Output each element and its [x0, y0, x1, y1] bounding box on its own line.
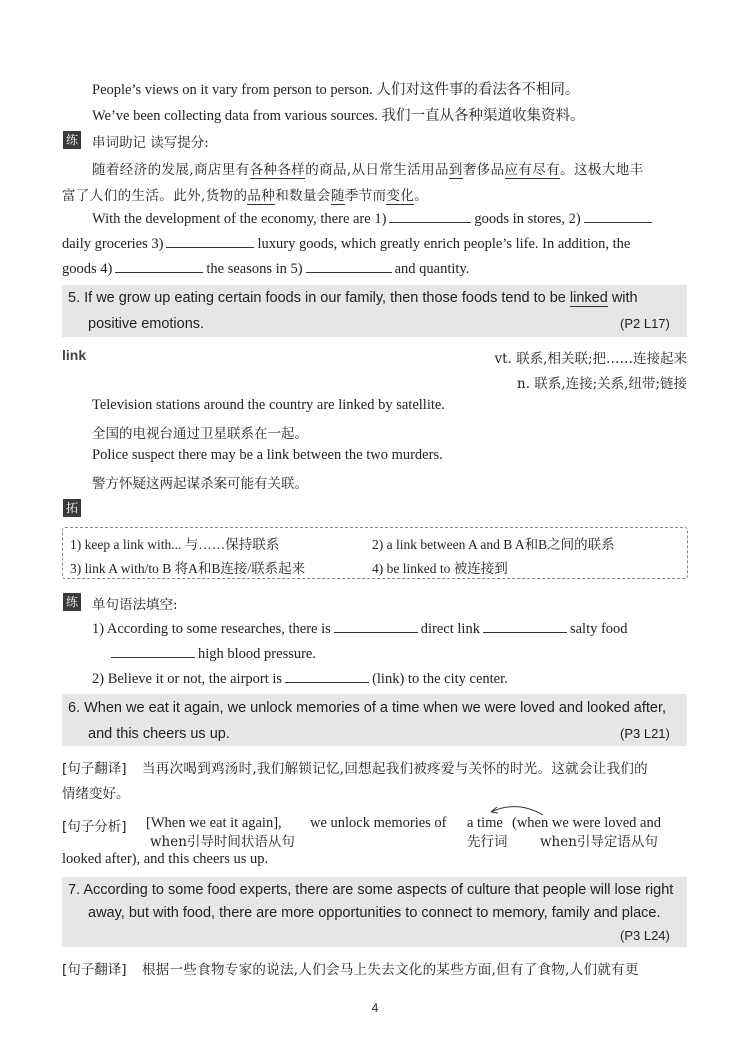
practice-icon: 练 — [63, 593, 81, 611]
source-reference: (P2 L17) — [620, 316, 670, 331]
example-sentence: People’s views on it vary from person to person. 人们对这件事的看法各不相同。 — [92, 82, 580, 98]
section-title: 串词助记 读写提分: — [92, 135, 209, 151]
analysis-antecedent: a time — [467, 815, 503, 831]
definition-verb: vt. 联系,相关联;把……连接起来 — [494, 351, 687, 367]
phrase-item: 3) link A with/to B 将A和B连接/联系起来 — [70, 561, 306, 576]
translation-label: [句子翻译] — [62, 761, 127, 777]
chinese-paragraph-line: 随着经济的发展,商店里有各种各样的商品,从日常生活用品到奢侈品应有尽有。这极大地丰 — [92, 162, 644, 178]
source-reference: (P3 L21) — [620, 726, 670, 741]
analysis-fragment: looked after), and this cheers us up. — [62, 851, 269, 867]
phrase-item: 2) a link between A and B A和B之间的联系 — [372, 537, 615, 552]
key-sentence-line: away, but with food, there are more opportunities to connect to memory, family and place. — [88, 905, 661, 921]
answer-blank-1[interactable] — [389, 209, 471, 223]
headword: link — [62, 347, 87, 363]
grammar-note: when引导定语从句 — [540, 834, 658, 850]
translation-text: 当再次喝到鸡汤时,我们解锁记忆,回想起我们被疼爱与关怀的时光。这就会让我们的 — [142, 761, 648, 777]
key-sentence-line: 6. When we eat it again, we unlock memories of a time when we were loved and looked after, — [68, 700, 667, 716]
fill-in-line: With the development of the economy, there are 1) goods in stores, 2) — [92, 209, 655, 228]
answer-blank-2[interactable] — [584, 209, 652, 223]
translation-text: 情绪变好。 — [62, 786, 130, 802]
answer-blank[interactable] — [111, 644, 195, 658]
key-sentence-line: 5. If we grow up eating certain foods in our family, then those foods tend to be linked with — [68, 290, 638, 306]
extend-icon: 拓 — [63, 499, 81, 517]
question-line: high blood pressure. — [108, 644, 316, 663]
definition-noun: n. 联系,连接;关系,纽带;链接 — [517, 376, 687, 392]
antecedent-arrow-icon — [487, 802, 547, 818]
example-cn: 全国的电视台通过卫星联系在一起。 — [92, 426, 308, 442]
example-en: Television stations around the country are linked by satellite. — [92, 397, 445, 413]
answer-blank[interactable] — [483, 619, 567, 633]
example-cn: 警方怀疑这两起谋杀案可能有关联。 — [92, 476, 308, 492]
chinese-paragraph-line: 富了人们的生活。此外,货物的品种和数量会随季节而变化。 — [62, 188, 429, 204]
practice-icon: 练 — [63, 131, 81, 149]
example-sentence: We’ve been collecting data from various sources. 我们一直从各种渠道收集资料。 — [92, 108, 585, 124]
phrase-item: 4) be linked to 被连接到 — [372, 561, 508, 576]
translation-text: 根据一些食物专家的说法,人们会马上失去文化的某些方面,但有了食物,人们就有更 — [142, 962, 639, 978]
section-title: 单句语法填空: — [92, 597, 178, 613]
fill-in-line: goods 4) the seasons in 5) and quantity. — [62, 261, 470, 277]
grammar-note: when引导时间状语从句 — [150, 834, 295, 850]
answer-blank-4[interactable] — [115, 259, 203, 273]
question-line: 1) According to some researches, there is direct link salty food — [92, 621, 628, 637]
key-sentence-line: 7. According to some food experts, there are some aspects of culture that people will lose right — [68, 882, 674, 898]
analysis-fragment: [When we eat it again], — [146, 815, 282, 831]
grammar-note: 先行词 — [467, 834, 508, 850]
page-number: 4 — [371, 1001, 379, 1015]
answer-blank[interactable] — [334, 619, 418, 633]
analysis-fragment: (when we were loved and — [512, 815, 661, 831]
answer-blank-3[interactable] — [166, 234, 254, 248]
fill-in-line: daily groceries 3) luxury goods, which greatly enrich people’s life. In addition, the — [62, 236, 631, 252]
analysis-label: [句子分析] — [62, 819, 127, 835]
key-sentence-line: and this cheers us up. — [88, 726, 230, 742]
answer-blank[interactable] — [285, 669, 369, 683]
question-line: 2) Believe it or not, the airport is (link) to the city center. — [92, 671, 508, 687]
answer-blank-5[interactable] — [306, 259, 392, 273]
source-reference: (P3 L24) — [620, 928, 670, 943]
example-en: Police suspect there may be a link between the two murders. — [92, 447, 443, 463]
key-sentence-line: positive emotions. — [88, 316, 205, 332]
phrase-item: 1) keep a link with... 与……保持联系 — [70, 537, 280, 552]
translation-label: [句子翻译] — [62, 962, 127, 978]
analysis-fragment: we unlock memories of — [310, 815, 447, 831]
